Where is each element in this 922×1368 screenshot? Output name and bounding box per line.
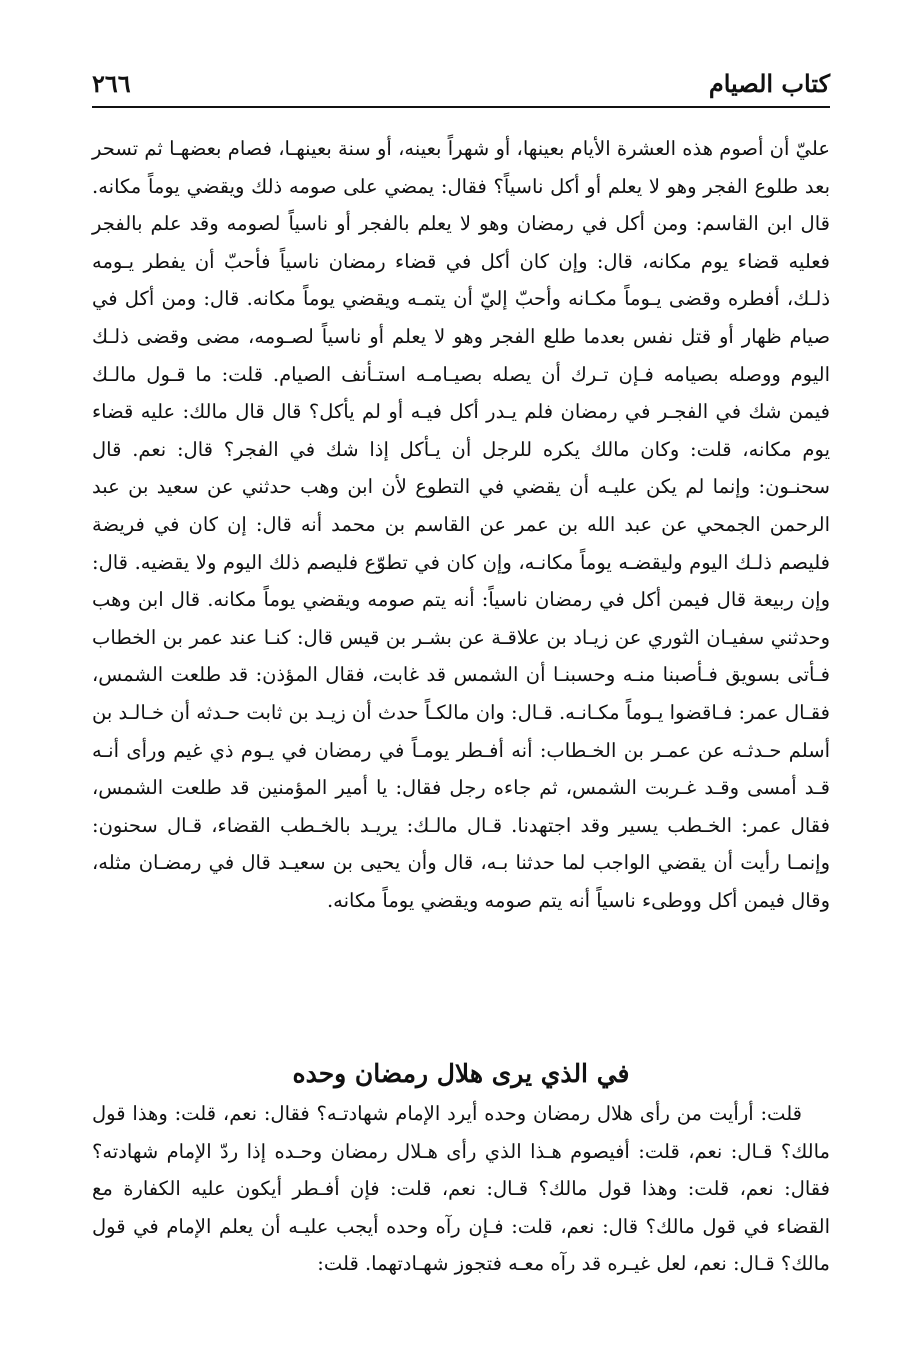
body-paragraph-1: عليّ أن أصوم هذه العشرة الأيام بعينها، أو شهراً بعينه، أو سنة بعينهـا، فصام بعضهـا ثم تسحر بعد طلوع الفجر وهو لا يعلم أو أكل ناسياً؟ فقال: يمضي على صومه ذلك ويقضي يوماً مكانه. قال ابن القاسم: ومن أكل في رمضان وهو لا يعلم بالفجر أو ناسياً لصومه وقد علم بالفجر فعليه قضاء يوم مكانه، قال: وإن كان أكل في قضاء رمضان ناسياً فأحبّ أن يفطر يـومه ذلـك، أفطره وقضى يـوماً مكـانه وأحبّ إليّ أن يتمـه ويقضي يوماً مكانه. قال: ومن أكل في صيام ظهار أو قتل نفس بعدما طلع الفجر وهو لا يعلم أو ناسياً لصـومه، مضى وقضى ذلـك اليوم ووصله بصيامه فـإن تـرك أن يصله بصيـامـه استـأنف الصيام. قلت: ما قـول مالـك فيمن شك في الفجـر في رمضان فلم يـدر أكل فيـه أو لم يأكل؟ قال قال مالك: عليه قضاء يوم مكانه، قلت: وكان مالك يكره للرجل أن يـأكل إذا شك في الفجر؟ قال: نعم. قال سحنـون: وإنما لم يكن عليـه أن يقضي في التطوع لأن ابن وهب حدثني عن سعيد بن عبد الرحمن الجمحي عن عبد الله بن عمر عن القاسم بن محمد أنه قال: إن كان في فريضة فليصم ذلـك اليوم وليقضـه يوماً مكانـه، وإن كان في تطوّع فليصم ذلك اليوم ولا يقضيه. قال: وإن ربيعة قال فيمن أكل في رمضان ناسياً: أنه يتم صومه ويقضي يوماً مكانه. قال ابن وهب وحدثني سفيـان الثوري عن زيـاد بن علاقـة عن بشـر بن قيس قال: كنـا عند عمر بن الخطاب فـأتى بسويق فـأصبنا منـه وحسبنـا أن الشمس قد غابت، فقال المؤذن: قد طلعت الشمس، فقـال عمر: فـاقضوا يـوماً مكـانـه. قـال: وان مالكـاً حدث أن زيـد بن ثابت حـدثه أن خـالـد بن أسلم حـدثـه عن عمـر بن الخـطاب: أنه أفـطر يومـاً في رمضان في يـوم ذي غيم ورأى أنـه قـد أمسى وقـد غـربت الشمس، ثم جاءه رجل فقال: يا أمير المؤمنين قد طلعت الشمس، فقال عمر: الخـطب يسير وقد اجتهدنا. قـال مالـك: يريـد بالخـطب القضاء، قـال سحنون: وإنمـا رأيت أن يقضي الواجب لما حدثنا بـه، قال وأن يحيى بن سعيـد قال في رمضـان مثله، وقال فيمن أكل ووطىء ناسياً أنه يتم صومه ويقضي يوماً مكانه. (92, 137, 830, 912)
running-title: كتاب الصيام (708, 68, 830, 98)
page-header (92, 62, 830, 104)
section-heading: في الذي يرى هلال رمضان وحده (292, 1058, 630, 1088)
body-paragraph-2: قلت: أرأيت من رأى هلال رمضان وحده أيرد الإمام شهادتـه؟ فقال: نعم، قلت: وهذا قول مالك؟ قـال: نعم، قلت: أفيصوم هـذا الذي رأى هـلال رمضان وحـده إذا ردّ الإمام شهادته؟ فقال: نعم، قلت: وهذا قول مالك؟ قـال: نعم، قلت: فإن أفـطر أيكون عليه الكفارة مع القضاء في قول مالك؟ قال: نعم، قلت: فـإن رآه وحده أيجب عليـه أن يعلم الإمام في قول مالك؟ قـال: نعم، لعل غيـره قد رآه معـه فتجوز شهـادتهما. قلت: (92, 1102, 830, 1276)
header-rule (92, 106, 830, 108)
page-number: ٢٦٦ (92, 68, 131, 98)
